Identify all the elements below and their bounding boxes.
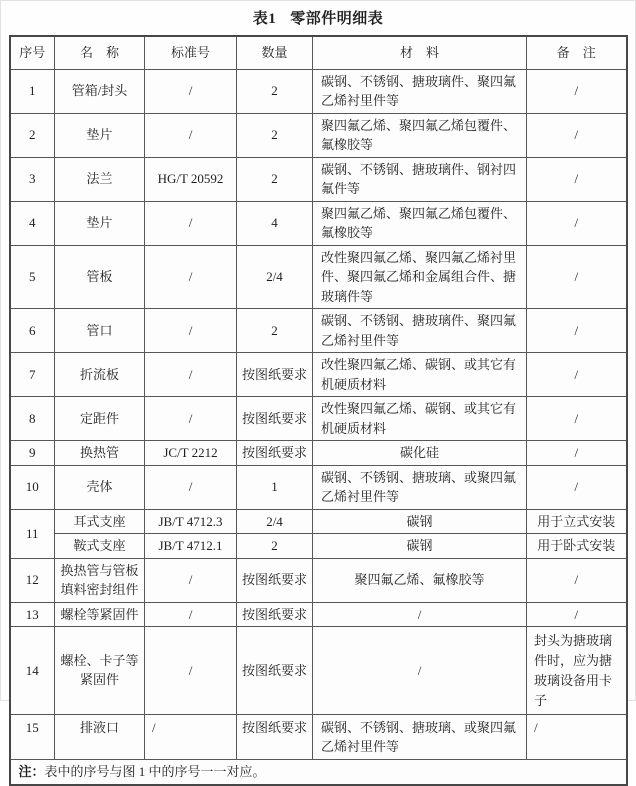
cell-qty: 按图纸要求 <box>237 441 313 466</box>
cell-no: 13 <box>10 602 55 627</box>
cell-name: 排液口 <box>55 714 145 759</box>
cell-no: 11 <box>10 509 55 558</box>
note-label: 注： <box>18 763 45 779</box>
table-row <box>10 602 627 627</box>
cell-qty: 4 <box>237 201 313 245</box>
header-remark: 备 注 <box>527 36 627 69</box>
cell-remark: / <box>527 397 627 441</box>
cell-name: 管板 <box>55 245 145 309</box>
cell-no: 12 <box>10 558 55 602</box>
table-row <box>10 245 627 309</box>
cell-standard: / <box>145 245 237 309</box>
cell-material: 聚四氟乙烯、聚四氟乙烯包覆件、氟橡胶等 <box>313 201 527 245</box>
cell-standard: JB/T 4712.3 <box>145 509 237 534</box>
cell-standard: / <box>145 309 237 353</box>
cell-standard: / <box>145 465 237 509</box>
cell-material: / <box>313 602 527 627</box>
cell-no: 4 <box>10 201 55 245</box>
cell-qty: 按图纸要求 <box>237 353 313 397</box>
cell-no: 8 <box>10 397 55 441</box>
header-row <box>10 36 627 69</box>
cell-qty: 按图纸要求 <box>237 714 313 759</box>
cell-qty: 按图纸要求 <box>237 397 313 441</box>
header-material: 材 料 <box>313 36 527 69</box>
table-row <box>10 441 627 466</box>
cell-qty: 2/4 <box>237 245 313 309</box>
cell-qty: 按图纸要求 <box>237 558 313 602</box>
cell-material: / <box>313 627 527 715</box>
cell-qty: 按图纸要求 <box>237 602 313 627</box>
cell-material: 聚四氟乙烯、聚四氟乙烯包覆件、氟橡胶等 <box>313 113 527 157</box>
cell-standard: / <box>145 397 237 441</box>
table-title-number: 表1 <box>252 11 277 27</box>
cell-name: 换热管 <box>55 441 145 466</box>
cell-qty: 2 <box>237 69 313 113</box>
cell-no: 7 <box>10 353 55 397</box>
table-title-text: 零部件明细表 <box>290 11 384 27</box>
cell-no: 15 <box>10 714 55 759</box>
cell-standard: / <box>145 558 237 602</box>
cell-remark: / <box>527 157 627 201</box>
cell-material: 改性聚四氟乙烯、碳钢、或其它有机硬质材料 <box>313 353 527 397</box>
table-row <box>10 465 627 509</box>
cell-no: 6 <box>10 309 55 353</box>
cell-name: 壳体 <box>55 465 145 509</box>
table-row <box>10 714 627 759</box>
cell-name: 螺栓、卡子等紧固件 <box>55 627 145 715</box>
cell-no: 14 <box>10 627 55 715</box>
cell-name: 耳式支座 <box>55 509 145 534</box>
table-note <box>10 759 627 785</box>
header-name: 名 称 <box>55 36 145 69</box>
cell-qty: 2/4 <box>237 509 313 534</box>
cell-standard: / <box>145 201 237 245</box>
cell-qty: 按图纸要求 <box>237 627 313 715</box>
cell-remark: / <box>527 441 627 466</box>
cell-material: 碳钢、不锈钢、搪玻璃件、钢衬四氟件等 <box>313 157 527 201</box>
cell-material: 改性聚四氟乙烯、聚四氟乙烯衬里件、聚四氟乙烯和金属组合件、搪玻璃件等 <box>313 245 527 309</box>
cell-material: 碳化硅 <box>313 441 527 466</box>
cell-standard: HG/T 20592 <box>145 157 237 201</box>
cell-standard: / <box>145 353 237 397</box>
cell-no: 9 <box>10 441 55 466</box>
cell-qty: 1 <box>237 465 313 509</box>
table-title <box>1 7 635 28</box>
cell-no: 5 <box>10 245 55 309</box>
cell-standard: / <box>145 602 237 627</box>
cell-no: 10 <box>10 465 55 509</box>
cell-standard: JB/T 4712.1 <box>145 534 237 559</box>
cell-remark: / <box>527 714 627 759</box>
cell-name: 管口 <box>55 309 145 353</box>
table-row <box>10 397 627 441</box>
cell-name: 垫片 <box>55 113 145 157</box>
cell-material: 碳钢 <box>313 534 527 559</box>
cell-remark: / <box>527 113 627 157</box>
table-note-row <box>10 759 627 785</box>
cell-material: 改性聚四氟乙烯、碳钢、或其它有机硬质材料 <box>313 397 527 441</box>
table-row <box>10 534 627 559</box>
cell-qty: 2 <box>237 309 313 353</box>
cell-name: 鞍式支座 <box>55 534 145 559</box>
cell-remark: 封头为搪玻璃件时，应为搪玻璃设备用卡子 <box>527 627 627 715</box>
cell-material: 碳钢 <box>313 509 527 534</box>
cell-no: 2 <box>10 113 55 157</box>
cell-remark: / <box>527 353 627 397</box>
cell-remark: / <box>527 245 627 309</box>
table-row <box>10 157 627 201</box>
cell-qty: 2 <box>237 534 313 559</box>
table-row <box>10 558 627 602</box>
cell-qty: 2 <box>237 113 313 157</box>
cell-remark: / <box>527 69 627 113</box>
header-qty: 数量 <box>237 36 313 69</box>
table-row <box>10 309 627 353</box>
cell-standard: / <box>145 714 237 759</box>
table-row <box>10 353 627 397</box>
cell-qty: 2 <box>237 157 313 201</box>
cell-remark: / <box>527 465 627 509</box>
cell-remark: / <box>527 309 627 353</box>
cell-remark: 用于卧式安装 <box>527 534 627 559</box>
table-row <box>10 201 627 245</box>
cell-remark: / <box>527 558 627 602</box>
cell-standard: / <box>145 69 237 113</box>
parts-table <box>9 35 628 786</box>
cell-no: 1 <box>10 69 55 113</box>
cell-material: 碳钢、不锈钢、搪玻璃件、聚四氟乙烯衬里件等 <box>313 69 527 113</box>
cell-remark: / <box>527 201 627 245</box>
cell-standard: / <box>145 627 237 715</box>
cell-no: 3 <box>10 157 55 201</box>
cell-standard: / <box>145 113 237 157</box>
cell-material: 碳钢、不锈钢、搪玻璃、或聚四氟乙烯衬里件等 <box>313 714 527 759</box>
cell-name: 管箱/封头 <box>55 69 145 113</box>
table-row <box>10 69 627 113</box>
cell-remark: 用于立式安装 <box>527 509 627 534</box>
cell-material: 碳钢、不锈钢、搪玻璃件、聚四氟乙烯衬里件等 <box>313 309 527 353</box>
cell-name: 折流板 <box>55 353 145 397</box>
cell-remark: / <box>527 602 627 627</box>
cell-name: 换热管与管板填料密封组件 <box>55 558 145 602</box>
cell-name: 定距件 <box>55 397 145 441</box>
cell-standard: JC/T 2212 <box>145 441 237 466</box>
cell-material: 碳钢、不锈钢、搪玻璃、或聚四氟乙烯衬里件等 <box>313 465 527 509</box>
header-no: 序号 <box>10 36 55 69</box>
cell-name: 垫片 <box>55 201 145 245</box>
table-row <box>10 509 627 534</box>
table-row <box>10 113 627 157</box>
note-text: 表中的序号与图 1 中的序号一一对应。 <box>44 763 266 779</box>
cell-name: 螺栓等紧固件 <box>55 602 145 627</box>
cell-material: 聚四氟乙烯、氟橡胶等 <box>313 558 527 602</box>
cell-name: 法兰 <box>55 157 145 201</box>
header-standard: 标准号 <box>145 36 237 69</box>
